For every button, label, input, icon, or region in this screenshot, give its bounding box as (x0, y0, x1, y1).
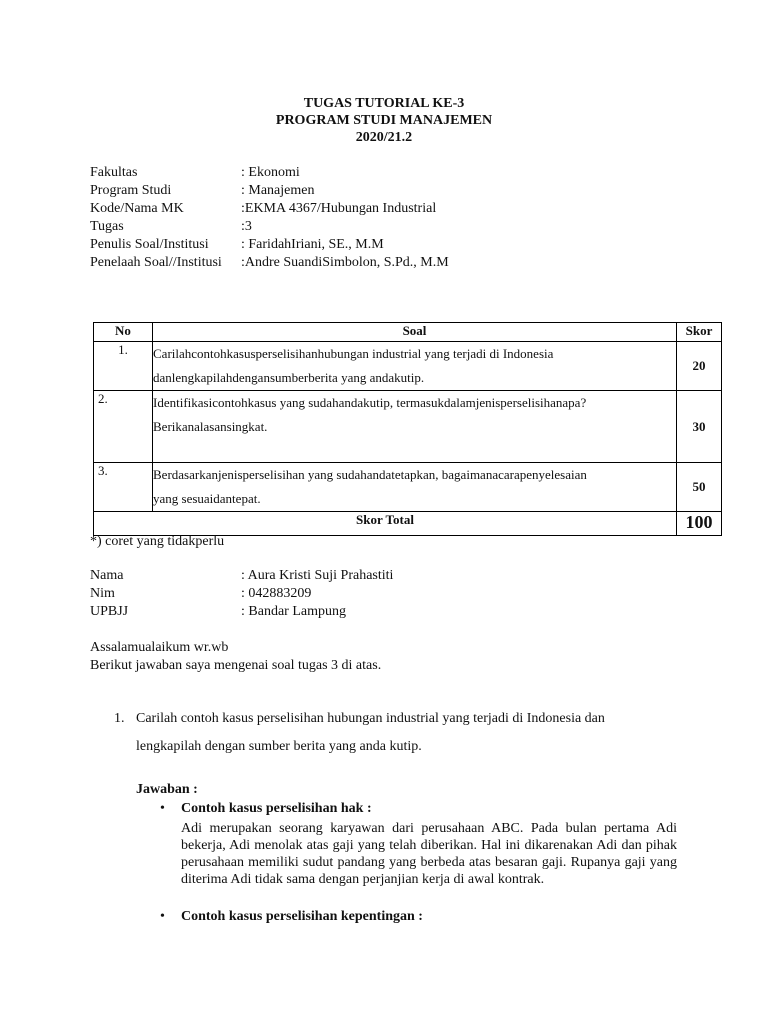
info-value: : Manajemen (241, 183, 315, 198)
bullet-title: Contoh kasus perselisihan kepentingan : (181, 909, 423, 924)
student-value: : Bandar Lampung (241, 604, 346, 619)
student-value: : Aura Kristi Suji Prahastiti (241, 568, 394, 583)
question-line: Carilahcontohkasusperselisihanhubungan industrial yang terjadi di Indonesia (153, 346, 554, 361)
bullet-body: Adi merupakan seorang karyawan dari perusahaan ABC. Pada bulan pertama Adi bekerja, Adi menolak atas gaji yang telah diberikan. Hal ini dikarenakan Adi dan pihak perusahaan memiliki sudut pandang yang berbeda atas besaran gaji. Rupanya gaji yang diterima Adi tidak sama dengan perjanjian kerja di awal kontrak. (181, 821, 677, 887)
doc-title-line2: PROGRAM STUDI MANAJEMEN (275, 113, 493, 128)
question-line: Berikanalasansingkat. (153, 419, 268, 434)
row-score: 20 (677, 342, 722, 391)
total-label: Skor Total (94, 512, 677, 536)
row-score: 30 (677, 391, 722, 463)
col-header-soal: Soal (153, 323, 677, 342)
table-row (94, 463, 722, 512)
doc-title-line3: 2020/21.2 (355, 130, 413, 145)
col-header-skor: Skor (677, 323, 722, 342)
info-value: :Andre SuandiSimbolon, S.Pd., M.M (241, 255, 449, 270)
student-value: : 042883209 (241, 586, 312, 601)
table-total-row (94, 512, 722, 536)
greeting: Assalamualaikum wr.wb (90, 640, 229, 655)
info-key: Kode/Nama MK (90, 201, 184, 216)
table-row (94, 391, 722, 463)
table-header-row (94, 323, 722, 342)
question-line: danlengkapilahdengansumberberita yang andakutip. (153, 370, 425, 385)
row-number: 2. (94, 391, 153, 463)
bullet-title: Contoh kasus perselisihan hak : (181, 801, 372, 816)
info-key: Penelaah Soal//Institusi (90, 255, 222, 270)
question-line: yang sesuaidantepat. (153, 491, 261, 506)
total-value: 100 (677, 512, 722, 536)
info-value: : Ekonomi (241, 165, 300, 180)
info-key: Program Studi (90, 183, 172, 198)
row-question (153, 342, 677, 391)
col-header-no: No (94, 323, 153, 342)
bullet-icon: • (160, 909, 165, 924)
row-score: 50 (677, 463, 722, 512)
footnote: *) coret yang tidakperlu (90, 534, 225, 549)
question-line: Identifikasicontohkasus yang sudahandakutip, termasukdalamjenisperselisihanapa? (153, 395, 587, 410)
intro-text: Berikut jawaban saya mengenai soal tugas 3 di atas. (90, 658, 382, 673)
student-key: Nim (90, 586, 115, 601)
answer-label: Jawaban : (136, 782, 198, 797)
row-number: 1. (94, 342, 153, 391)
question-text-line2: lengkapilah dengan sumber berita yang anda kutip. (136, 739, 422, 754)
row-question (153, 391, 677, 463)
question-text-line1: Carilah contoh kasus perselisihan hubungan industrial yang terjadi di Indonesia dan (136, 711, 605, 726)
info-value: : FaridahIriani, SE., M.M (241, 237, 384, 252)
table-row (94, 342, 722, 391)
question-number: 1. (114, 711, 125, 726)
info-value: :EKMA 4367/Hubungan Industrial (241, 201, 437, 216)
row-question (153, 463, 677, 512)
question-line: Berdasarkanjenisperselisihan yang sudahandatetapkan, bagaimanacarapenyelesaian (153, 467, 587, 482)
info-value: :3 (241, 219, 252, 234)
student-key: UPBJJ (90, 604, 129, 619)
student-key: Nama (90, 568, 124, 583)
question-table (93, 322, 722, 536)
info-key: Tugas (90, 219, 124, 234)
info-key: Fakultas (90, 165, 138, 180)
row-number: 3. (94, 463, 153, 512)
bullet-icon: • (160, 801, 165, 816)
info-key: Penulis Soal/Institusi (90, 237, 209, 252)
doc-title-line1: TUGAS TUTORIAL KE-3 (303, 96, 465, 111)
